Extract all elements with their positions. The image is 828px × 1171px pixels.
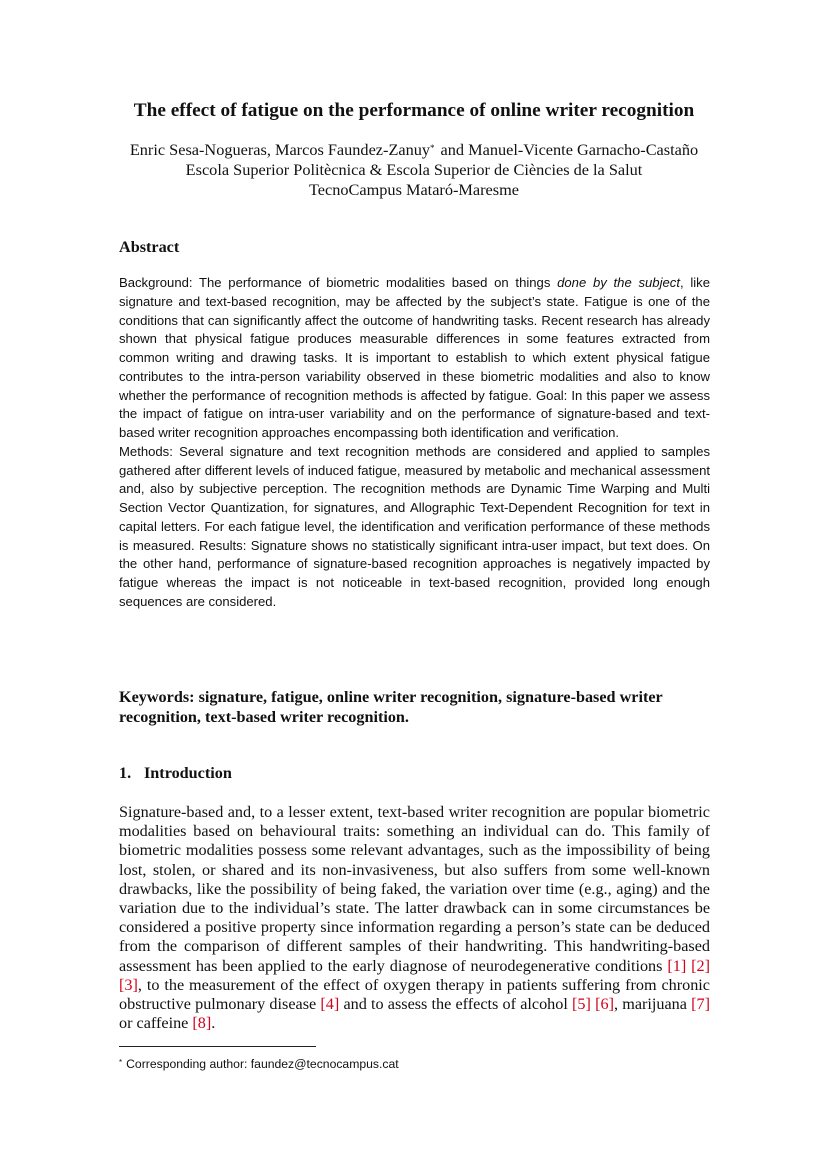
body-text: or caffeine: [119, 1014, 193, 1033]
abstract-paragraph-background: [119, 274, 710, 443]
citation-link[interactable]: [3]: [119, 975, 138, 994]
introduction-paragraph: [119, 803, 710, 1033]
body-text: , to the measurement of the effect of oxygen therapy in patients suffering from chronic obstructive pulmonary disease: [119, 975, 710, 1014]
abstract-paragraph-methods: Methods: Several signature and text recognition methods are considered and applied to samples gathered after different levels of induced fatigue, measured by metabolic and mechanical assessment and, also by subjective perception. The recognition methods are Dynamic Time Warping and Multi Section Vector Quantization, for signatures, and Allographic Text-Dependent Recognition for text in capital letters. For each fatigue level, the identification and verification performance of these methods is measured. Results: Signature shows no statistically significant intra-user impact, but text does. On the other hand, performance of signature-based recognition approaches is negatively impacted by fatigue whereas the impact is not noticeable in text-based recognition, provided long enough sequences are considered.: [119, 443, 710, 609]
citation-link[interactable]: [4]: [320, 995, 340, 1014]
author-names-part2: and Manuel-Vicente Garnacho-Castaño: [440, 140, 699, 159]
citation-link[interactable]: [1]: [667, 956, 687, 975]
author-block: [0, 140, 828, 200]
keywords: Keywords: signature, fatigue, online writer recognition, signature-based writer recognition, text-based writer recognition.: [119, 688, 663, 726]
corresponding-author-mark: *: [430, 143, 435, 153]
citation-link[interactable]: [6]: [595, 995, 614, 1014]
citation-link[interactable]: [5]: [572, 995, 591, 1014]
abstract-text: Background: The performance of biometric modalities based on things: [119, 275, 558, 290]
footnote-mark: *: [119, 1058, 123, 1067]
section-title: Introduction: [144, 764, 232, 782]
section-heading-introduction: [119, 763, 232, 783]
affiliation-line-2: TecnoCampus Mataró-Maresme: [309, 180, 519, 199]
abstract-emphasis: done by the subject: [557, 275, 680, 290]
author-names-part1: Enric Sesa-Nogueras, Marcos Faundez-Zanuy: [129, 140, 431, 159]
paper-title: The effect of fatigue on the performance of online writer recognition: [133, 100, 695, 121]
section-number: 1.: [119, 764, 132, 782]
footnote: [119, 1056, 399, 1072]
body-text: and to assess the effects of alcohol: [339, 995, 573, 1014]
body-text: Signature-based and, to a lesser extent, text-based writer recognition are popular biometric modalities based on behavioural traits: something an individual can do. This family of biometric modalities possess some relevant advantages, such as the impossibility of being lost, stolen, or shared and its non-invasiveness, but also suffers from some well-known drawbacks, like the possibility of being faked, the variation over time (e.g., aging) and the variation due to the individual’s state. The latter drawback can in some circumstances be considered a positive property since information regarding a person’s state can be deduced from the comparison of different samples of their handwriting. This handwriting-based assessment has been applied to the early diagnose of neurodegenerative conditions: [119, 803, 710, 975]
author-names-line: [0, 140, 828, 160]
affiliation-line-1: Escola Superior Politècnica & Escola Superior de Ciències de la Salut: [185, 160, 643, 179]
citation-link[interactable]: [7]: [691, 995, 711, 1014]
citation-link[interactable]: [2]: [691, 956, 710, 975]
abstract-body: [119, 274, 710, 612]
footnote-text: Corresponding author: faundez@tecnocampus.cat: [126, 1057, 399, 1071]
citation-link[interactable]: [8]: [192, 1014, 212, 1033]
abstract-heading: Abstract: [119, 238, 180, 256]
abstract-text: , like signature and text-based recognition, may be affected by the subject’s state. Fatigue is one of the conditions that can significantly affect the outcome of handwriting tasks. Recent research has already shown that physical fatigue produces measurable differences in some features extracted from common writing and drawing tasks. It is important to establish to which extent physical fatigue contributes to the intra-person variability observed in these biometric modalities and also to know whether the performance of recognition methods is affected by fatigue. Goal: In this paper we assess the impact of fatigue on intra-user variability and on the performance of signature-based and text-based writer recognition approaches encompassing both identification and verification.: [119, 275, 710, 440]
body-text: .: [211, 1014, 216, 1033]
body-text: , marijuana: [614, 995, 692, 1014]
footnote-divider: [119, 1046, 316, 1047]
